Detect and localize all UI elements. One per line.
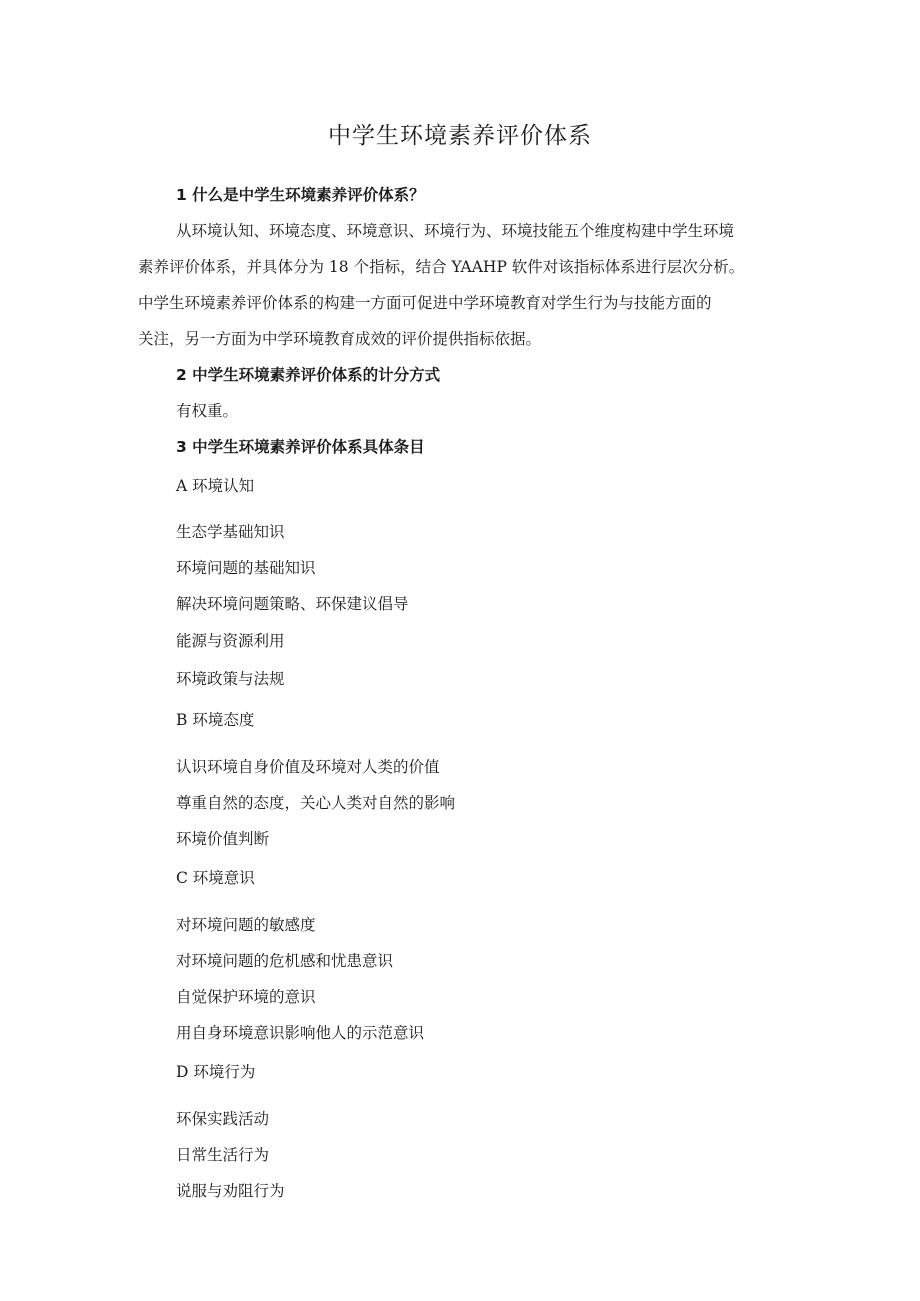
list-item: 能源与资源利用 (176, 632, 285, 650)
group-label-c: C 环境意识 (176, 869, 255, 887)
list-item: 环境价值判断 (176, 830, 270, 848)
group-label-d: D 环境行为 (176, 1063, 256, 1081)
section-2-text: 有权重。 (176, 402, 239, 420)
group-label-a: A 环境认知 (176, 477, 255, 495)
list-item: 环境政策与法规 (176, 670, 285, 688)
list-item: 认识环境自身价值及环境对人类的价值 (176, 758, 440, 776)
group-label-b: B 环境态度 (176, 711, 255, 729)
list-item: 对环境问题的危机感和忧患意识 (176, 952, 394, 970)
section-1-paragraph-line-2: 素养评价体系，并具体分为 18 个指标，结合 YAAHP 软件对该指标体系进行层次分析。 (138, 258, 745, 276)
section-1-paragraph-line-1: 从环境认知、环境态度、环境意识、环境行为、环境技能五个维度构建中学生环境 (176, 222, 735, 240)
list-item: 环保实践活动 (176, 1110, 270, 1128)
list-item: 环境问题的基础知识 (176, 559, 316, 577)
section-3-heading: 3 中学生环境素养评价体系具体条目 (176, 438, 425, 456)
list-item: 尊重自然的态度，关心人类对自然的影响 (176, 794, 456, 812)
list-item: 用自身环境意识影响他人的示范意识 (176, 1024, 425, 1042)
list-item: 对环境问题的敏感度 (176, 916, 316, 934)
section-1-paragraph-line-3: 中学生环境素养评价体系的构建一方面可促进中学环境教育对学生行为与技能方面的 (138, 294, 712, 312)
list-item: 说服与劝阻行为 (176, 1182, 285, 1200)
list-item: 解决环境问题策略、环保建议倡导 (176, 595, 409, 613)
list-item: 自觉保护环境的意识 (176, 988, 316, 1006)
document-title: 中学生环境素养评价体系 (328, 123, 592, 149)
section-1-paragraph-line-4: 关注，另一方面为中学环境教育成效的评价提供指标依据。 (138, 330, 542, 348)
section-2-heading: 2 中学生环境素养评价体系的计分方式 (176, 366, 441, 384)
list-item: 日常生活行为 (176, 1146, 270, 1164)
section-1-heading: 1 什么是中学生环境素养评价体系？ (176, 186, 425, 204)
list-item: 生态学基础知识 (176, 523, 285, 541)
